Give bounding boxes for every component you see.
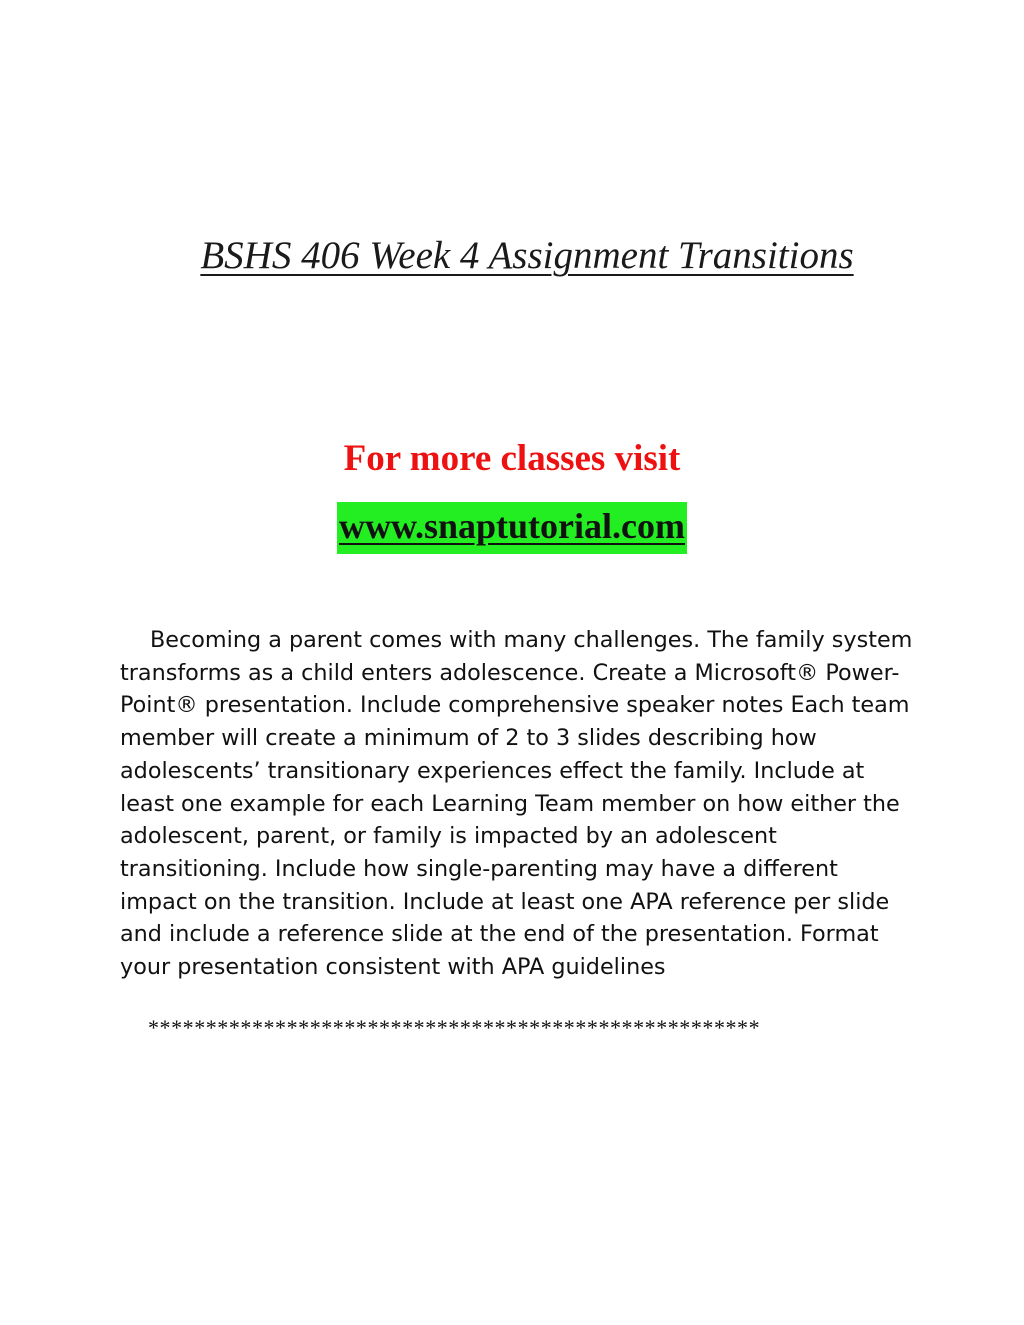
document-title: BSHS 406 Week 4 Assignment Transitions xyxy=(200,234,854,277)
separator-line: ***************************************************** xyxy=(148,1015,761,1040)
link-container xyxy=(0,502,1024,554)
website-link[interactable]: www.snaptutorial.com xyxy=(337,502,687,554)
assignment-description: Becoming a parent comes with many challenges. The family system transforms as a child enters adolescence. Create a Microsoft® Power-Point® presentation. Include comprehensive speaker notes Each team member will create a minimum of 2 to 3 slides describing how adolescents’ transitionary experiences effect the family. Include at least one example for each Learning Team member on how either the adolescent, parent, or family is impacted by an adolescent transitioning. Include how single-parenting may have a different impact on the transition. Include at least one APA reference per slide and include a reference slide at the end of the presentation. Format your presentation consistent with APA guidelines xyxy=(120,627,913,981)
promo-text: For more classes visit xyxy=(343,438,681,479)
